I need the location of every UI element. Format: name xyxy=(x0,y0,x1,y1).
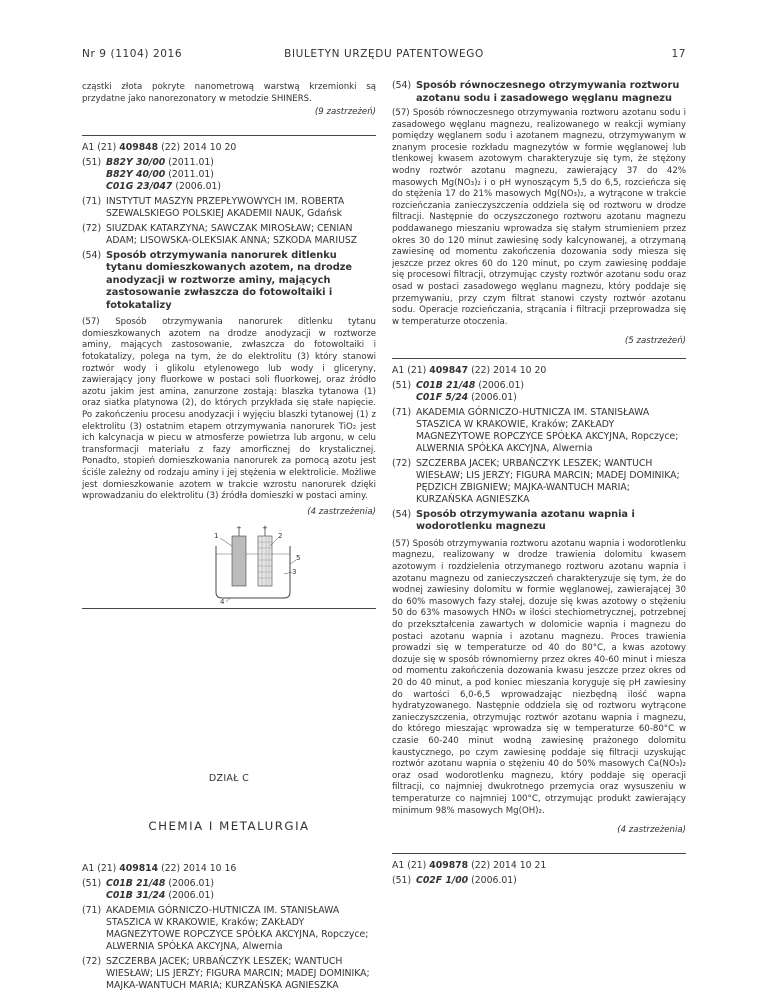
section-heading: CHEMIA I METALURGIA xyxy=(148,818,310,833)
title-row xyxy=(392,509,686,534)
field-code: (51) xyxy=(82,156,102,168)
entry-id-line: A1 (21) 409878 (22) 2014 10 21 xyxy=(392,859,547,871)
applicant-row xyxy=(392,407,686,455)
field-code: (51) xyxy=(392,874,412,886)
page-number: 17 xyxy=(671,48,686,60)
claims-count: (5 zastrzeżeń) xyxy=(624,336,686,347)
field-code: (54) xyxy=(392,508,412,520)
electrolysis-cell-figure xyxy=(206,524,302,604)
applicant-row xyxy=(82,196,376,220)
applicant: AKADEMIA GÓRNICZO-HUTNICZA IM. STANISŁAWA STASZICA W KRAKOWIE, Kraków; ZAKŁADY MAGNEZYTOWE ROPCZYCE SPÓŁKA AKCYJNA, Ropczyce; ALWERNIA SPÓŁKA AKCYJNA, Alwernia xyxy=(106,904,369,952)
intro-text: cząstki złota pokryte nanometrową warstwą krzemionki są przydatne jako nanorezonatory w metodzie SHINERS. xyxy=(82,82,376,104)
applicant-row xyxy=(82,905,376,953)
left-column xyxy=(82,80,376,992)
entry-id-line: A1 (21) 409847 (22) 2014 10 20 xyxy=(392,364,547,376)
patent-entry-409848 xyxy=(82,142,376,605)
field-code: (54) xyxy=(392,80,412,91)
claims-count: (4 zastrzeżenia) xyxy=(307,506,376,517)
inventors-row xyxy=(82,956,376,992)
patent-entry-409847 xyxy=(392,365,686,837)
page-header xyxy=(82,48,686,64)
inventors: SZCZERBA JACEK; URBAŃCZYK LESZEK; WANTUCH WIESŁAW; LIS JERZY; FIGURA MARCIN; MADEJ DOMINIKA; PĘDZICH ZBIGNIEW; MAJKA-WANTUCH MARIA; KURZAŃSKA AGNIESZKA xyxy=(416,457,680,505)
field-code: (71) xyxy=(392,406,412,418)
class-line: C01B 21/48 (2006.01) xyxy=(106,877,215,889)
title-row xyxy=(392,80,686,105)
entry-id-line: A1 (21) 409814 (22) 2014 10 16 xyxy=(82,862,237,874)
leader-line xyxy=(284,572,292,574)
leader-line xyxy=(220,538,232,546)
field-code: (71) xyxy=(82,195,102,207)
entry-id-line: A1 (21) 409848 (22) 2014 10 20 xyxy=(82,141,237,153)
divider xyxy=(82,608,376,609)
divider xyxy=(392,853,686,854)
section-division: DZIAŁ C xyxy=(208,773,250,785)
patent-entry-continued xyxy=(392,80,686,348)
class-line: C01G 23/047 (2006.01) xyxy=(106,180,222,192)
class-line: C01B 21/48 (2006.01) xyxy=(416,379,525,391)
titanium-plate xyxy=(232,536,246,586)
patent-entry-409878 xyxy=(392,860,686,887)
right-column xyxy=(392,80,686,887)
figure-label: 2 xyxy=(278,532,283,541)
figure-label: + xyxy=(262,524,268,533)
title-row xyxy=(82,250,376,313)
field-code: (71) xyxy=(82,904,102,916)
figure-label: 1 xyxy=(214,532,219,541)
field-code: (72) xyxy=(82,222,102,234)
issue-number: Nr 9 (1104) 2016 xyxy=(82,48,183,60)
platinum-mesh xyxy=(258,536,272,586)
field-code: (51) xyxy=(82,877,102,889)
intro-claims: (9 zastrzeżeń) xyxy=(314,107,376,118)
inventors-row xyxy=(82,223,376,247)
field-code: (72) xyxy=(82,955,102,967)
class-line: C02F 1/00 (2006.01) xyxy=(416,874,517,886)
class-line: B82Y 30/00 (2011.01) xyxy=(106,156,214,168)
applicant: INSTYTUT MASZYN PRZEPŁYWOWYCH IM. ROBERTA SZEWALSKIEGO POLSKIEJ AKADEMII NAUK, Gdańsk xyxy=(106,195,345,219)
divider xyxy=(392,358,686,359)
figure-label: 5 xyxy=(296,554,301,563)
class-line: C01B 31/24 (2006.01) xyxy=(106,889,215,901)
field-code: (51) xyxy=(392,379,412,391)
inventors: SZCZERBA JACEK; URBAŃCZYK LESZEK; WANTUCH WIESŁAW; LIS JERZY; FIGURA MARCIN; MADEJ DOMINIKA; MAJKA-WANTUCH MARIA; KURZAŃSKA AGNIESZKA xyxy=(106,955,370,991)
classification-row xyxy=(392,380,686,404)
claims-count: (4 zastrzeżenia) xyxy=(617,825,686,836)
class-line: B82Y 40/00 (2011.01) xyxy=(106,168,214,180)
figure-label: 3 xyxy=(292,568,297,577)
bulletin-title: BIULETYN URZĘDU PATENTOWEGO xyxy=(284,48,484,60)
inventors: SIUZDAK KATARZYNA; SAWCZAK MIROSŁAW; CENIAN ADAM; LISOWSKA-OLEKSIAK ANNA; SZKODA MARIUSZ xyxy=(106,222,358,246)
invention-title: Sposób otrzymywania nanorurek ditlenku tytanu domieszkowanych azotem, na drodze anodyzacji w roztworze aminy, mających zastosowanie zwłaszcza do fotowoltaiki i fotokatalizy xyxy=(106,249,353,311)
abstract: (57) Sposób równoczesnego otrzymywania roztworu azotanu sodu i zasadowego węglanu magnezu, realizowanego w reakcji wymiany pomiędzy węglanem sodu i azotanem magnezu, otrzymywanym w znanym procesie rozkładu magnezytów w formie węglanowej lub tlenkowej kwasem azotowym charakteryzuje się tym, że stężony wodny roztwór azotanu magnezu, zawierający 37 do 42% masowych Mg(NO₃)₂ i o pH wynoszącym 5,5 do 6,5, rozcieńcza się do stężenia 17 do 21% masowych Mg(NO₃)₂, a wytrącone w trakcie rozcieńczania zanieczyszczenia oddziela się od roztworu w drodze filtracji. Następnie do oczyszczonego roztworu azotanu magnezu poddawanego mieszaniu wprowadza się stałym strumieniem przez okres 30 do 120 minut zawiesinę sody kalcynowanej, a otrzymaną zawiesinę od momentu zakończenia dozowania sody miesza się jeszcze przez okres 60 do 120 minut, po czym zawiesinę poddaje się procesowi filtracji, otrzymując czysty roztwór azotanu sodu oraz osad w postaci zasadowego węglanu magnezu, który poddaje się przemywaniu, przy czym filtrat stanowi czysty roztwór azotanu sodu. Operacje rozcieńczania, strącania i filtracji przeprowadza się w temperaturze otoczenia. xyxy=(392,108,686,327)
abstract: (57) Sposób otrzymywania roztworu azotanu wapnia i wodorotlenku magnezu, realizowany w drodze trawienia dolomitu kwasem azotowym i rozdzielenia otrzymanego roztworu azotanu wapnia i azotanu magnezu od zanieczyszczeń charakteryzuje się tym, że do wodnej zawiesiny dolomitu w formie węglanowej, zawierającej 30 do 60% masowych fazy stałej, dozuje się kwas azotowy o stężeniu 50 do 63% masowych HNO₃ w ilości stechiometrycznej, potrzebnej do przekształcenia zawartych w dolomicie wapnia i magnezu do postaci azotanu wapnia i azotanu magnezu. Proces trawienia prowadzi się w temperaturze od 40 do 80°C, a kwas azotowy dozuje się w sposób równomierny przez okres 40-60 minut i miesza od momentu zakończenia dozowania kwasu jeszcze przez okres od 20 do 40 minut, a pod koniec mieszania koryguje się pH zawiesiny do wartości 6,0-6,5 wprowadzając niezbędną ilość wapna hydratyzowanego. Następnie oddziela się od roztworu wytrącone zanieczyszczenia, otrzymując roztwór azotanu wapnia i magnezu, do którego mieszając wprowadza się w temperaturze 60-80°C w czasie 60-240 minut wodną zawiesinę prażonego dolomitu kaustycznego, po czym zawiesinę poddaje się filtracji uzyskując roztwór azotanu wapnia o stężeniu 40 do 50% masowych Ca(NO₃)₂ oraz osad wodorotlenku magnezu, który poddaje się operacji filtracji, co najmniej dwukrotnego przemycia oraz wysuszeniu w temperaturze co najmniej 100°C, otrzymując produkt zawierający minimum 98% masowych Mg(OH)₂. xyxy=(392,538,686,816)
divider xyxy=(82,135,376,136)
abstract: (57) Sposób otrzymywania nanorurek ditlenku tytanu domieszkowanych azotem na drodze anodyzacji w roztworze aminy, mających zastosowanie, zwłaszcza do fotowoltaiki i fotokatalizy, polega na tym, że do elektrolitu (3) który stanowi roztwór wody i glikolu etylenowego lub wody i gliceryny, zawierający jony fluorkowe w postaci soli fluorkowej, oraz źródło azotu jakim jest amina, zanurzone zostają: blaszka tytanowa (1) oraz siatka platynowa (2), do których przykłada się stałe napięcie. Po zakończeniu procesu anodyzacji i wyjęciu blaszki tytanowej (1) z elektrolitu (3) ostatnim etapem otrzymywania nanorurek TiO₂ jest ich kalcynacja w piecu w atmosferze powietrza lub argonu, w celu transformacji materiału z fazy amorficznej do krystalicznej. Ponadto, stopień domieszkowania nanorurek za pomocą azotu jest ściśle zależny od rodzaju aminy i jej stężenia w elektrolicie. Możliwe jest domieszkowanie azotem w trakcie wzrostu nanorurek dzięki wprowadzaniu do elektrolitu (3) źródła domieszki w postaci aminy. xyxy=(82,317,376,502)
field-code: (72) xyxy=(392,457,412,469)
classification-row xyxy=(392,875,686,887)
patent-entry-409814 xyxy=(82,863,376,992)
classification-row xyxy=(82,878,376,902)
classification-row xyxy=(82,157,376,193)
leader-line xyxy=(226,598,230,602)
invention-title: Sposób otrzymywania azotanu wapnia i wodorotlenku magnezu xyxy=(416,508,635,533)
inventors-row xyxy=(392,458,686,506)
figure-label: − xyxy=(236,524,242,533)
applicant: AKADEMIA GÓRNICZO-HUTNICZA IM. STANISŁAWA STASZICA W KRAKOWIE, Kraków; ZAKŁADY MAGNEZYTOWE ROPCZYCE SPÓŁKA AKCYJNA, Ropczyce; ALWERNIA SPÓŁKA AKCYJNA, Alwernia xyxy=(416,406,679,454)
figure-label: 4 xyxy=(220,598,225,605)
class-line: C01F 5/24 (2006.01) xyxy=(416,391,517,403)
invention-title: Sposób równoczesnego otrzymywania roztworu azotanu sodu i zasadowego węglanu magnezu xyxy=(416,80,680,104)
field-code: (54) xyxy=(82,249,102,261)
